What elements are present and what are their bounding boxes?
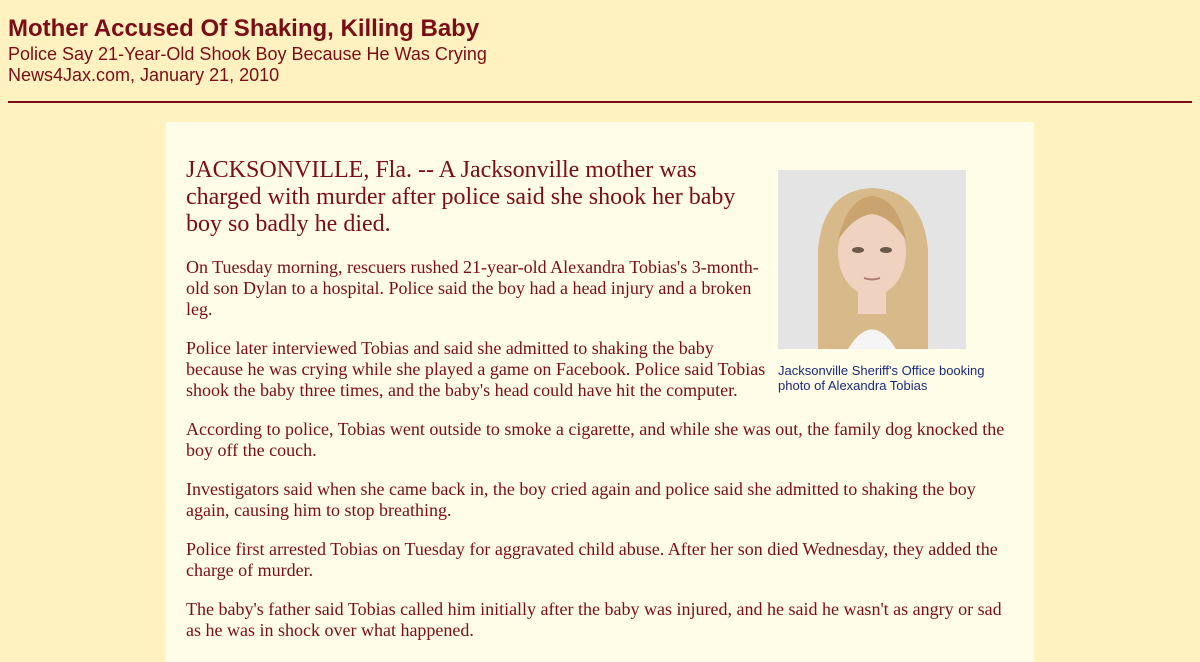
photo-figure [778, 170, 1004, 393]
article-body [166, 122, 1034, 662]
article-paragraph: Police later interviewed Tobias and said she admitted to shaking the baby because he was crying while she played a game on Facebook. Police said Tobias shook the baby three times, and the baby's head could have hit the computer. [186, 338, 766, 400]
booking-photo [778, 170, 966, 349]
article-paragraph: According to police, Tobias went outside to smoke a cigarette, and while she was out, the family dog knocked the boy off the couch. [186, 419, 1005, 460]
page-header [8, 14, 1192, 86]
article-paragraph: On Tuesday morning, rescuers rushed 21-year-old Alexandra Tobias's 3-month-old son Dylan to a hospital. Police said the boy had a head injury and a broken leg. [186, 257, 759, 319]
subheadline: Police Say 21-Year-Old Shook Boy Because He Was Crying [8, 44, 487, 64]
article-paragraph: Police first arrested Tobias on Tuesday for aggravated child abuse. After her son died Wednesday, they added the charge of murder. [186, 539, 998, 580]
photo-caption: Jacksonville Sheriff's Office booking photo of Alexandra Tobias [778, 363, 985, 393]
article-paragraph: The baby's father said Tobias called him initially after the baby was injured, and he said he wasn't as angry or sad as he was in shock over what happened. [186, 599, 1002, 640]
header-divider [8, 101, 1192, 103]
headline: Mother Accused Of Shaking, Killing Baby [8, 15, 480, 42]
article-paragraph: Investigators said when she came back in, the boy cried again and police said she admitted to shaking the boy again, causing him to stop breathing. [186, 479, 976, 520]
source-dateline: News4Jax.com, January 21, 2010 [8, 65, 280, 85]
article-lede: JACKSONVILLE, Fla. -- A Jacksonville mother was charged with murder after police said she shook her baby boy so badly he died. [186, 157, 736, 237]
